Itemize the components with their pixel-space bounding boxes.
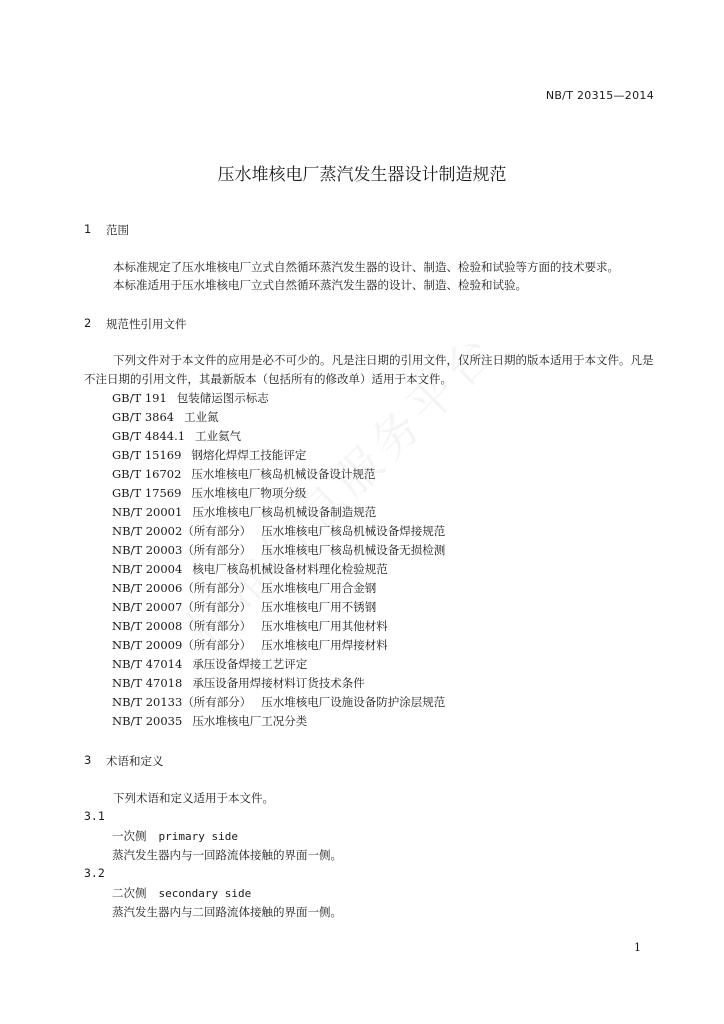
reference-title: 包装储运图示标志 [176,391,269,405]
reference-code: NB/T 47014 [112,657,183,671]
reference-title: 压水堆核电厂核岛机械设备设计规范 [191,467,376,481]
reference-title: 钢熔化焊焊工技能评定 [191,448,307,462]
term-number: 3.2 [84,866,105,880]
reference-code: NB/T 47018 [112,676,183,690]
reference-title: 承压设备用焊接材料订货技术条件 [192,676,365,690]
reference-code: GB/T 15169 [112,448,182,462]
reference-item [112,560,388,579]
reference-title: 压水堆核电厂用合金钢 [261,581,377,595]
section-3-number: 3 [84,753,92,767]
reference-title: 核电厂核岛机械设备材料理化检验规范 [192,562,388,576]
term-heading [112,828,238,844]
section-2-title: 规范性引用文件 [106,317,187,331]
term-english: secondary side [158,887,252,900]
reference-code: NB/T 20001 [112,505,183,519]
reference-title: 工业氦气 [195,429,242,443]
reference-item [112,636,388,655]
reference-code: GB/T 3864 [112,410,175,424]
section-3-intro: 下列术语和定义适用于本文件。 [113,791,274,805]
reference-code: NB/T 20035 [112,714,183,728]
page-number: 1 [634,941,641,954]
term-chinese: 一次侧 [112,829,147,843]
reference-code: GB/T 16702 [112,467,182,481]
reference-code: NB/T 20003（所有部分） [112,543,252,557]
reference-item [112,693,445,712]
reference-code: NB/T 20006（所有部分） [112,581,252,595]
document-title: 压水堆核电厂蒸汽发生器设计制造规范 [217,165,507,185]
term-english: primary side [158,830,238,843]
reference-item [112,598,376,617]
reference-item [112,484,306,503]
reference-code: GB/T 4844.1 [112,429,186,443]
term-heading [112,885,251,901]
reference-item [112,408,219,427]
section-2-intro: 下列文件对于本文件的应用是必不可少的。凡是注日期的引用文件，仅所注日期的版本适用于本文件。凡是不注日期的引用文件，其最新版本（包括所有的修改单）适用于本文件。 [84,353,654,386]
reference-item [112,427,241,446]
reference-item [112,541,445,560]
reference-item [112,617,388,636]
reference-item [112,503,376,522]
section-1-number: 1 [84,222,92,236]
standard-code: NB/T 20315—2014 [545,89,654,102]
reference-code: NB/T 20133（所有部分） [112,695,252,709]
reference-code: NB/T 20004 [112,562,183,576]
reference-item [112,674,365,693]
reference-item [112,655,307,674]
reference-title: 压水堆核电厂物项分级 [191,486,307,500]
term-definition: 蒸汽发生器内与一回路流体接触的界面一侧。 [112,848,342,862]
reference-code: NB/T 20009（所有部分） [112,638,252,652]
term-chinese: 二次侧 [112,886,147,900]
section-1-paragraph-1: 本标准规定了压水堆核电厂立式自然循环蒸汽发生器的设计、制造、检验和试验等方面的技术要求。 [113,260,619,274]
reference-title: 压水堆核电厂用不锈钢 [261,600,377,614]
reference-item [112,389,269,408]
reference-item [112,579,376,598]
reference-title: 承压设备焊接工艺评定 [192,657,308,671]
reference-title: 压水堆核电厂设施设备防护涂层规范 [261,695,446,709]
reference-title: 压水堆核电厂工况分类 [192,714,308,728]
reference-item [112,712,307,731]
reference-code: GB/T 17569 [112,486,182,500]
section-2-number: 2 [84,316,92,330]
reference-item [112,465,375,484]
reference-title: 压水堆核电厂核岛机械设备无损检测 [261,543,446,557]
reference-title: 压水堆核电厂用焊接材料 [261,638,388,652]
reference-code: NB/T 20002（所有部分） [112,524,252,538]
reference-code: NB/T 20008（所有部分） [112,619,252,633]
reference-title: 压水堆核电厂核岛机械设备焊接规范 [261,524,446,538]
term-definition: 蒸汽发生器内与二回路流体接触的界面一侧。 [112,905,342,919]
term-number: 3.1 [84,809,105,823]
section-1-title: 范围 [106,223,129,237]
reference-title: 工业氮 [184,410,219,424]
reference-code: NB/T 20007（所有部分） [112,600,252,614]
section-1-paragraph-2: 本标准适用于压水堆核电厂立式自然循环蒸汽发生器的设计、制造、检验和试验。 [113,278,527,292]
section-3-title: 术语和定义 [106,754,164,768]
reference-code: GB/T 191 [112,391,167,405]
reference-item [112,446,306,465]
reference-title: 压水堆核电厂核岛机械设备制造规范 [192,505,377,519]
reference-title: 压水堆核电厂用其他材料 [261,619,388,633]
reference-item [112,522,445,541]
